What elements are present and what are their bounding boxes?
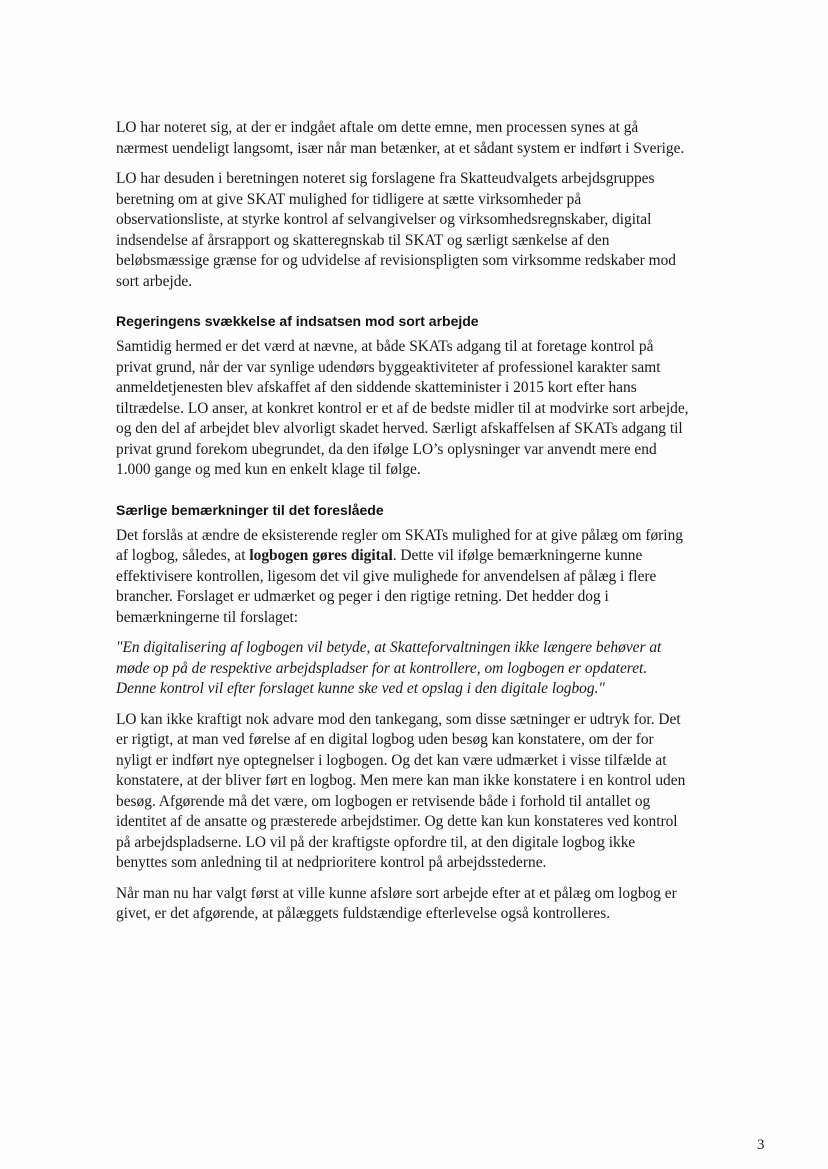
- paragraph-section-2-2: LO kan ikke kraftigt nok advare mod den tankegang, som disse sætninger er udtryk for. Det er rigtigt, at man ved førelse af en digital logbog uden besøg kan konstatere, om der for nyligt er indført nye optegnelser i logbogen. Og det kan være udmærket i visse tilfælde at konstatere, at der bliver ført en logbog. Men mere kan man ikke konstatere i en kontrol uden besøg. Afgørende må det være, om logbogen er retvisende både i forhold til antallet og identitet af de ansatte og præsterede arbejdstimer. Og dette kan kun konstateres ved kontrol på arbejdspladserne. LO vil på der kraftigste opfordre til, at den digitale logbog ikke benyttes som anledning til at nedprioritere kontrol på arbejdsstederne.: [116, 710, 686, 871]
- section-heading-1: Regeringens svækkelse af indsatsen mod sort arbejde: [116, 313, 479, 329]
- section-heading-2: Særlige bemærkninger til det foreslåede: [116, 501, 384, 518]
- quote-block: "En digitalisering af logbogen vil betyde, at Skatteforvaltningen ikke længere behøver at møde op på de respektive arbejdspladser for at kontrollere, om logbogen er opdateret. Denne kontrol vil efter forslaget kunne ske ved et opslag i den digitale logbog.": [116, 639, 662, 697]
- page-number: 3: [757, 1137, 765, 1153]
- paragraph-section-1: Samtidig hermed er det værd at nævne, at både SKATs adgang til at foretage kontrol på privat grund, når der var synlige udendørs byggeaktiviteter af professionel karakter samt anmeldetjenesten blev afskaffet af den siddende skatteminister i 2015 kort efter hans tiltrædelse. LO anser, at konkret kontrol er et af de bedste midler til at modvirke sort arbejde, og den del af arbejdet blev alvorligt skadet herved. Særligt afskaffelsen af SKATs adgang til privat grund forekom ubegrundet, da den ifølge LO’s oplysninger var anvendt mere end 1.000 gange og med kun en enkelt klage til følge.: [116, 338, 689, 478]
- paragraph-text: . Dette vil ifølge bemærkningerne kunne effektivisere kontrollen, ligesom det vil give mulighede for anvendelsen af pålæg i flere brancher. Forslaget er udmærket og peger i den rigtige retning. Det hedder dog i bemærkningerne til forslaget:: [116, 547, 657, 626]
- paragraph-intro-2: LO har desuden i beretningen noteret sig forslagene fra Skatteudvalgets arbejdsgruppes beretning om at give SKAT mulighed for tidligere at sætte virksomheder på observationsliste, at styrke kontrol af selvangivelser og virksomhedsregnskaber, digital indsendelse af årsrapport og skatteregnskab til SKAT og særligt sænkelse af den beløbsmæssige grænse for og udvidelse af revisionspligten som virksomme redskaber mod sort arbejde.: [116, 170, 676, 290]
- paragraph-section-2-3: Når man nu har valgt først at ville kunne afsløre sort arbejde efter at et pålæg om logbog er givet, er det afgørende, at pålæggets fuldstændige efterlevelse også kontrolleres.: [116, 884, 677, 922]
- paragraph-section-2-1: [116, 526, 690, 629]
- emphasis-text: logbogen gøres digital: [249, 547, 393, 564]
- paragraph-text: Det forslås at ændre de eksisterende regler om SKATs mulighed for at give pålæg om føring af logbog, således, at: [116, 526, 683, 564]
- document-body: [116, 118, 690, 935]
- paragraph-intro-1: LO har noteret sig, at der er indgået aftale om dette emne, men processen synes at gå nærmest uendeligt langsomt, især når man betænker, at et sådant system er indført i Sverige.: [116, 119, 685, 157]
